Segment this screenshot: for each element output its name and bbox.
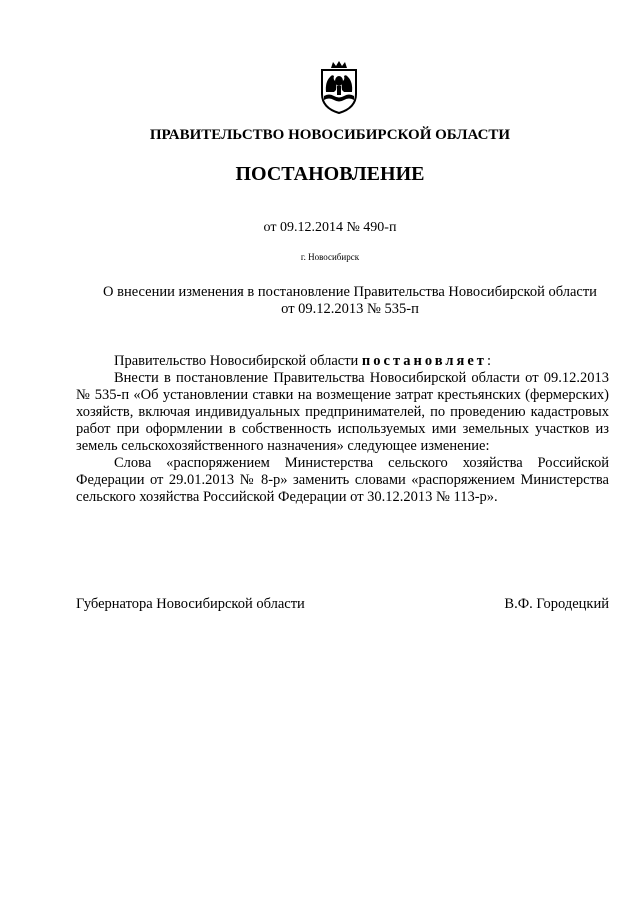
document-type: ПОСТАНОВЛЕНИЕ (235, 163, 425, 185)
signatory-position: Губернатора Новосибирской области (76, 596, 305, 612)
subject-line-1: О внесении изменения в постановление Правительства Новосибирской области (103, 284, 597, 300)
resolves-suffix: : (486, 353, 491, 369)
subject-line-2: от 09.12.2013 № 535-п (281, 301, 419, 317)
document-subject (76, 284, 624, 318)
document-body (76, 353, 609, 506)
authority-title: ПРАВИТЕЛЬСТВО НОВОСИБИРСКОЙ ОБЛАСТИ (149, 127, 511, 143)
coat-of-arms-icon (317, 60, 361, 114)
city: г. Новосибирск (300, 252, 360, 262)
signatory-name: В.Ф. Городецкий (504, 596, 609, 612)
paragraph-replace: Слова «распоряжением Министерства сельского хозяйства Российской Федерации от 29.01.2013 № 8-р» заменить словами «распоряжением Министерства сельского хозяйства Российской Федерации от 30.12.2013 № 113-р». (76, 455, 609, 505)
paragraph-amend: Внести в постановление Правительства Новосибирской области от 09.12.2013 № 535-п «Об установлении ставки на возмещение затрат крестьянских (фермерских) хозяйств, включая индивидуальных предпринимателей, по проведению кадастровых работ при оформлении в собственность используемых ими земельных участков из земель сельскохозяйственного назначения» следующее изменение: (76, 370, 609, 454)
resolves-prefix: Правительство Новосибирской области (114, 353, 362, 369)
resolves-keyword: постановляет (361, 353, 487, 369)
date-number: от 09.12.2014 № 490-п (263, 220, 397, 235)
paragraph-resolves (76, 353, 609, 370)
